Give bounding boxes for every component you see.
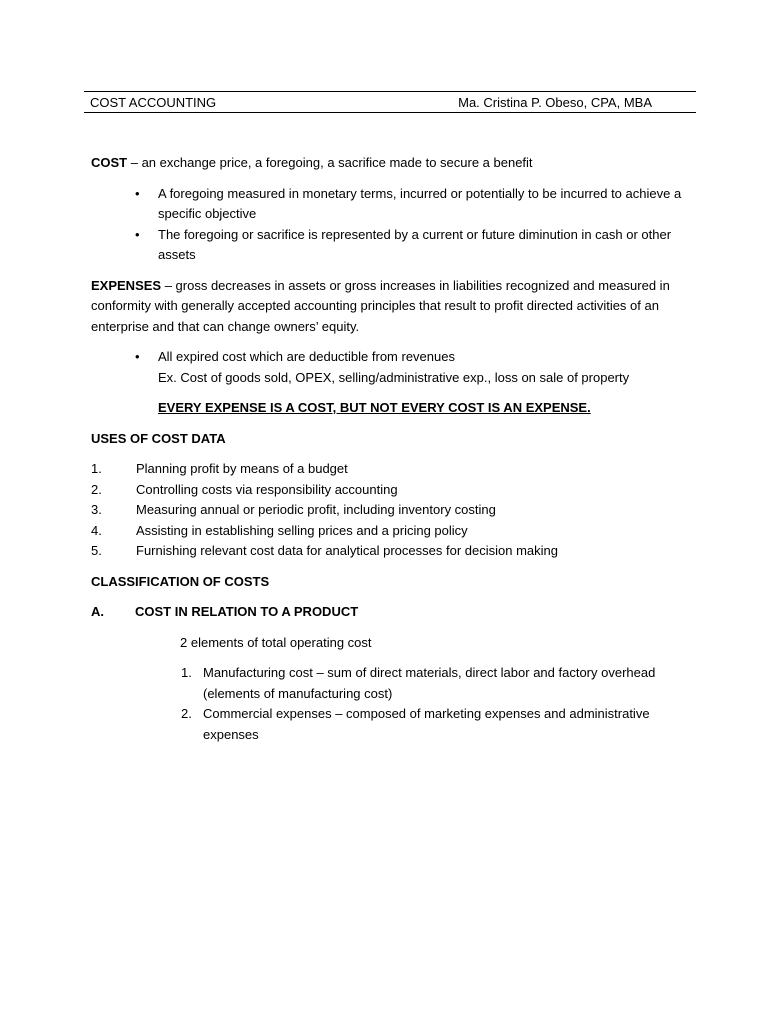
list-item (91, 480, 691, 501)
course-title: COST ACCOUNTING (90, 94, 217, 110)
cost-definition (91, 153, 691, 174)
classification-list (91, 663, 691, 745)
list-text: Furnishing relevant cost data for analytical processes for decision making (136, 543, 558, 558)
uses-list (91, 459, 691, 562)
expenses-definition (91, 276, 691, 338)
list-number: 5. (91, 543, 102, 558)
list-item: • The foregoing or sacrifice is represented by a current or future diminution in cash or other assets (158, 225, 691, 266)
section-letter: A. (91, 604, 104, 619)
page-header (84, 91, 696, 113)
list-text: Measuring annual or periodic profit, including inventory costing (136, 502, 496, 517)
cost-definition-text: – an exchange price, a foregoing, a sacrifice made to secure a benefit (127, 155, 533, 170)
list-text: Planning profit by means of a budget (136, 461, 348, 476)
emphasis-statement (91, 398, 691, 419)
bullet-line: All expired cost which are deductible from revenues (158, 349, 455, 364)
section-title: COST IN RELATION TO A PRODUCT (135, 604, 359, 619)
list-number: 1. (181, 665, 192, 680)
section-a-heading (91, 602, 691, 623)
list-number: 2. (181, 706, 192, 721)
list-item (91, 541, 691, 562)
cost-term: COST (91, 155, 128, 170)
document-body (91, 153, 691, 745)
list-item (91, 459, 691, 480)
list-item (91, 521, 691, 542)
list-item (158, 347, 691, 388)
list-item: • A foregoing measured in monetary terms, incurred or potentially to be incurred to achieve a specific objective (158, 184, 691, 225)
uses-heading: USES OF COST DATA (91, 430, 226, 446)
expenses-bullet-list (91, 347, 691, 388)
expenses-term: EXPENSES (91, 277, 162, 293)
list-number: 4. (91, 522, 102, 538)
list-item (181, 704, 691, 745)
author-name: Ma. Cristina P. Obeso, CPA, MBA (458, 94, 652, 110)
list-text: Assisting in establishing selling prices and a pricing policy (136, 522, 468, 538)
list-item (181, 663, 691, 704)
emphasis-text: EVERY EXPENSE IS A COST, BUT NOT EVERY COST IS AN EXPENSE. (158, 400, 591, 415)
list-number: 2. (91, 481, 102, 497)
list-number: 3. (91, 502, 102, 517)
cost-bullet-list (91, 184, 691, 266)
classification-heading: CLASSIFICATION OF COSTS (91, 573, 270, 589)
classification-intro: 2 elements of total operating cost (180, 634, 372, 650)
example-line: Ex. Cost of goods sold, OPEX, selling/administrative exp., loss on sale of property (158, 369, 630, 385)
list-item (91, 500, 691, 521)
list-text: Manufacturing cost – sum of direct materials, direct labor and factory overhead (elements of manufacturing cost) (203, 665, 656, 701)
expenses-definition-text: – gross decreases in assets or gross increases in liabilities recognized and measured in conformity with generally accepted accounting principles that result to profit directed activities of an enterprise and that can change owners’ equity. (91, 277, 670, 334)
list-text: Controlling costs via responsibility accounting (136, 481, 398, 497)
list-text: Commercial expenses – composed of marketing expenses and administrative expenses (203, 706, 650, 742)
list-number: 1. (91, 461, 102, 476)
